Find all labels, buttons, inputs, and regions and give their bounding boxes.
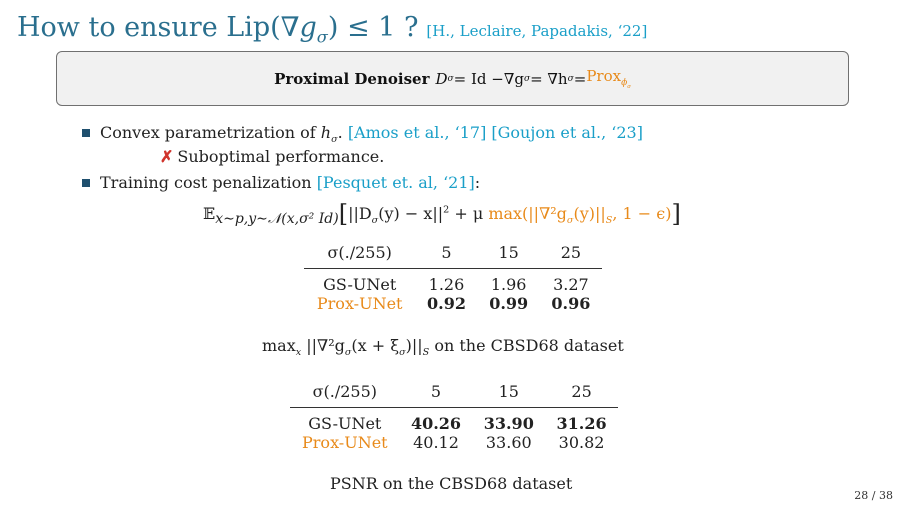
bullet-marker xyxy=(82,129,90,137)
prox-operator: Prox$_{\phi_\sigma}$ xyxy=(586,67,631,90)
table-cell: 33.90 xyxy=(483,414,534,433)
table2-header: 5 xyxy=(430,382,442,401)
table1-header: 15 xyxy=(498,243,519,262)
training-cost-formula: $𝔼_{x\sim p,y\sim 𝒩(x,\sigma^2 Id)}[||D_\sigma(y) - x||^2 + \mu$ $\max(||\nabla^2g_\sigma(y)||_S$, 1 − ϵ)] xyxy=(203,200,681,228)
row-label-prox-unet: Prox-UNet xyxy=(316,294,403,313)
table-cell: 0.96 xyxy=(551,294,591,313)
title-citation: [H., Leclaire, Papadakis, ‘22] xyxy=(426,22,648,40)
sub-bullet-suboptimal: ✗ Suboptimal performance. xyxy=(160,147,385,166)
cross-icon: ✗ xyxy=(160,147,174,166)
table-cell: 0.99 xyxy=(489,294,529,313)
page-number: 28 / 38 xyxy=(854,489,893,502)
slide-title: How to ensure $Lip(\nabla g_\sigma) \le 1$ ? [H., Leclaire, Papadakis, ‘22] xyxy=(17,12,648,47)
table-cell: 33.60 xyxy=(485,433,532,452)
box-bold-label: Proximal Denoiser xyxy=(274,69,430,88)
psnr-table xyxy=(290,382,618,452)
table2-caption: PSNR on the CBSD68 dataset xyxy=(330,474,573,493)
table1-header-sigma: σ(./255) xyxy=(327,243,392,262)
bullet2-citation: [Pesquet et. al, ‘21] xyxy=(316,173,475,192)
table1-caption: $\max_x ||\nabla^2g_\sigma(x + \xi_\sigma)||_S$ on the CBSD68 dataset xyxy=(262,336,624,359)
table1-header: 25 xyxy=(560,243,582,262)
table-cell: 40.12 xyxy=(413,433,459,452)
table-row xyxy=(304,294,602,313)
table-cell: 1.26 xyxy=(428,275,465,294)
row-label-prox-unet: Prox-UNet xyxy=(302,433,388,452)
bullet1-citations: [Amos et al., ‘17] [Goujon et al., ‘23] xyxy=(347,123,643,142)
bullet-convex: Convex parametrization of $h_\sigma$. [Amos et al., ‘17] [Goujon et al., ‘23] xyxy=(100,123,643,146)
table2-header-sigma: σ(./255) xyxy=(312,382,378,401)
bullet-training-penalization: Training cost penalization [Pesquet et. al, ‘21]: xyxy=(100,173,481,192)
table-cell: 30.82 xyxy=(558,433,605,452)
table-row xyxy=(290,408,618,434)
table-cell: 40.26 xyxy=(410,414,462,433)
lipschitz-table xyxy=(304,243,602,313)
bullet-marker xyxy=(82,179,90,187)
table2-header: 15 xyxy=(498,382,519,401)
table-row xyxy=(290,433,618,452)
table2-header: 25 xyxy=(571,382,592,401)
table-cell: 1.96 xyxy=(490,275,527,294)
table1-header: 5 xyxy=(441,243,452,262)
table-cell: 0.92 xyxy=(426,294,466,313)
table-row xyxy=(304,269,602,295)
row-label-gs-unet: GS-UNet xyxy=(323,275,397,294)
proximal-denoiser-box: Proximal Denoiser D σ = Id −∇g σ = ∇h σ = Prox$_{\phi_\sigma}$ xyxy=(56,51,849,106)
table-cell: 31.26 xyxy=(556,414,607,433)
row-label-gs-unet: GS-UNet xyxy=(308,414,382,433)
table-cell: 3.27 xyxy=(553,275,589,294)
